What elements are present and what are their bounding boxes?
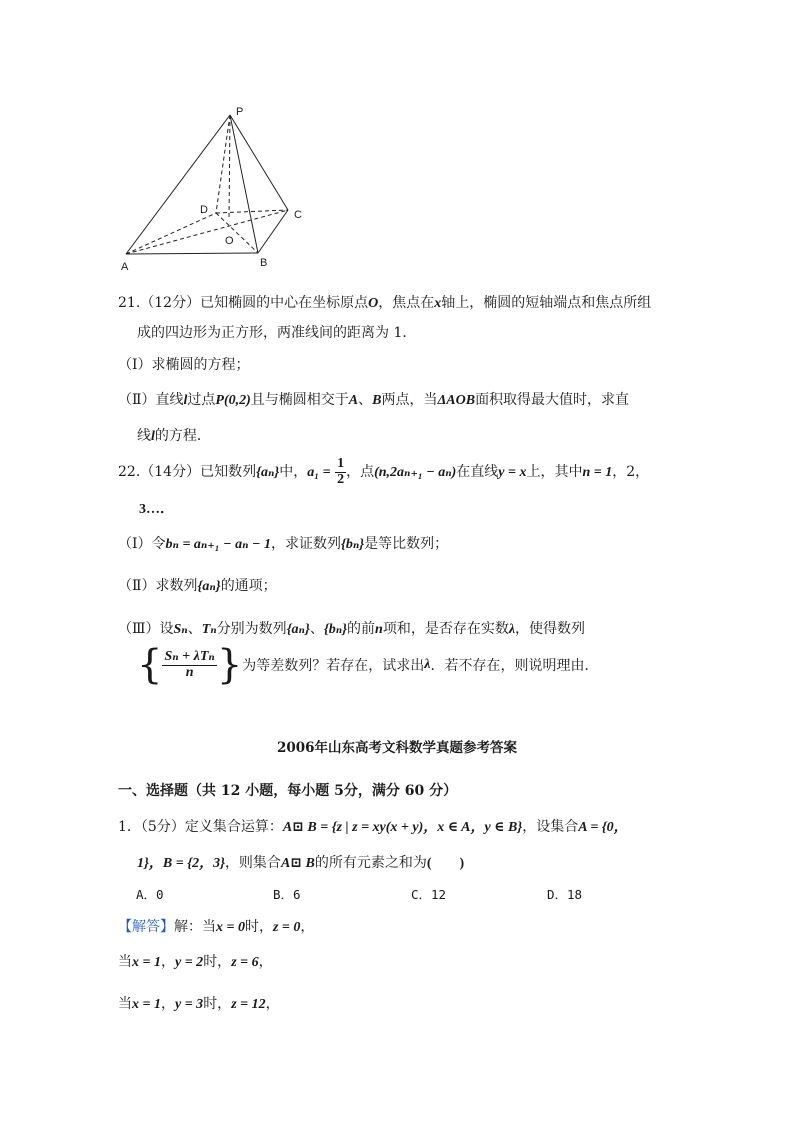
solution-line-3: 当x = 1，y = 3时，z = 12， xyxy=(118,996,280,1012)
answer-q1-stem: 1．（5分）定义集合运算：A⊡ B = {z | z = xy(x + y)，x ∈ A，y ∈ B}，设集合A = {0， xyxy=(118,819,628,835)
diag-AC xyxy=(126,210,288,254)
solution-line-2: 当x = 1，y = 2时，z = 6， xyxy=(118,954,273,970)
edge-PC xyxy=(230,115,288,210)
edge-PD xyxy=(216,115,230,213)
label-B: B xyxy=(260,257,268,269)
answers-title: 2006年山东高考文科数学真题参考答案 xyxy=(276,740,518,756)
q22-part1: （Ⅰ）令bₙ = aₙ₊₁ − aₙ − 1，求证数列{bₙ}是等比数列； xyxy=(118,536,449,552)
q21-stem: 21.（12分）已知椭圆的中心在坐标原点O，焦点在x轴上，椭圆的短轴端点和焦点所组 xyxy=(118,295,652,311)
label-C: C xyxy=(294,209,302,221)
option-D: D．18 xyxy=(547,887,583,902)
fraction-one-half: $\frac{1}{2}$ xyxy=(337,456,345,487)
q22-part3-line2: { $\frac{\text{Sₙ + λTₙ}}{n}$ }为等差数列？若存在，试求出λ．若不存在，则说明理由． xyxy=(137,642,599,688)
edge-AB xyxy=(126,253,258,254)
option-B: B．6 xyxy=(273,887,301,902)
label-P: P xyxy=(236,106,244,118)
q22-stem: 22.（14分）已知数列{aₙ}中，a₁ = $\frac{1}{2}$ ，点(n,2aₙ₊₁ − aₙ)在直线y = x上，其中n = 1，2， xyxy=(118,456,650,487)
label-A: A xyxy=(121,261,129,273)
section-heading: 一、选择题（共 12 小题，每小题 5分，满分 60 分） xyxy=(118,783,458,799)
q21-part1: （Ⅰ）求椭圆的方程； xyxy=(118,357,250,373)
edge-PB xyxy=(230,115,258,253)
q22-part3: （Ⅲ）设Sₙ、Tₙ分别为数列{aₙ}、{bₙ}的前n项和，是否存在实数λ，使得数列 xyxy=(118,621,586,637)
option-C: C．12 xyxy=(411,887,447,902)
option-A: A．0 xyxy=(136,887,164,902)
solution-tag: 【解答】 xyxy=(118,919,174,935)
q22-stem-line2: 3…． xyxy=(139,502,174,517)
answer-q1-stem-line2: 1}，B = {2，3}，则集合A⊡ B的所有元素之和为( ) xyxy=(137,855,465,871)
solution-line-1: 【解答】解：当x = 0时，z = 0， xyxy=(118,919,315,935)
diag-DB xyxy=(216,213,258,253)
q21-part2-line2: 线l的方程． xyxy=(137,428,211,444)
q22-part2: （Ⅱ）求数列{aₙ}的通项； xyxy=(118,578,277,594)
pyramid-figure xyxy=(118,100,308,278)
q21-part2: （Ⅱ）直线l过点P(0,2)且与椭圆相交于A、B两点，当ΔAOB面积取得最大值时，求直 xyxy=(118,392,630,408)
label-D: D xyxy=(200,204,208,216)
q21-stem-line2: 成的四边形为正方形，两准线间的距离为 1． xyxy=(137,325,417,341)
edge-PO xyxy=(229,115,230,220)
fraction-sn-lambda-tn: $\frac{\text{Sₙ + λTₙ}}{n}$ xyxy=(164,648,215,680)
label-O: O xyxy=(225,235,234,247)
edge-PA xyxy=(126,115,230,254)
